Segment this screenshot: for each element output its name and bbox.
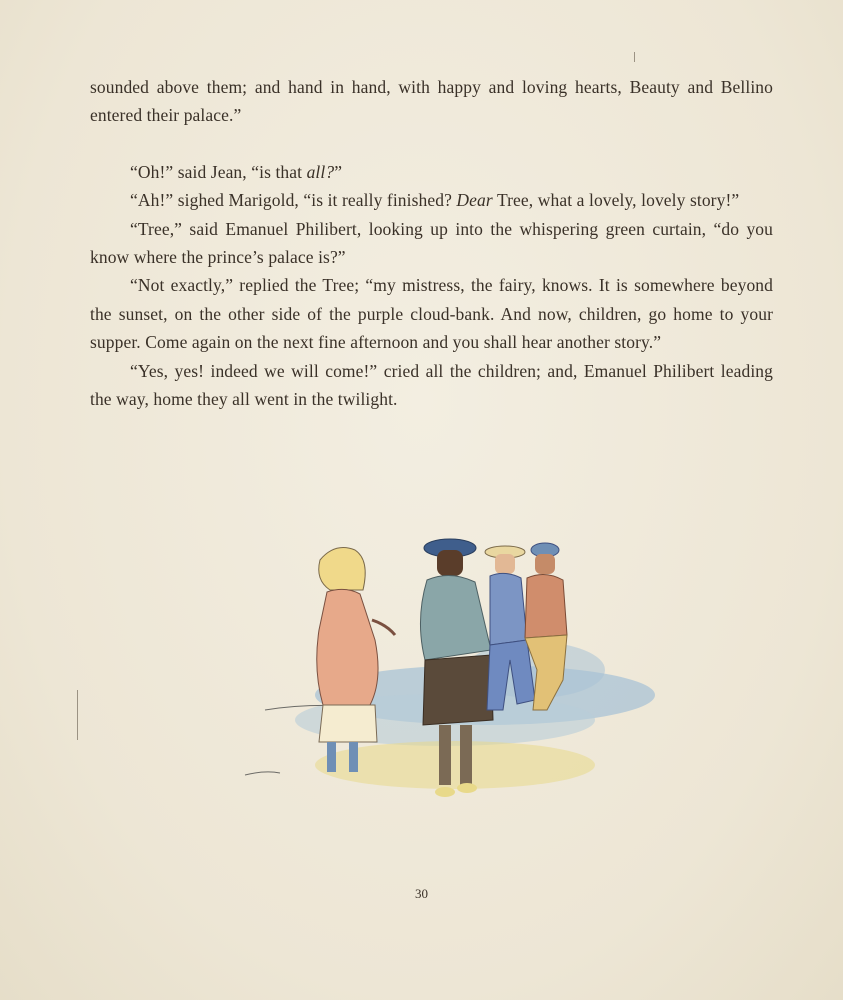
margin-pencil-mark (77, 690, 78, 740)
paragraph-4 (90, 215, 778, 272)
paragraph-3 (90, 186, 773, 214)
paragraph-2-text-b: ” (334, 161, 343, 182)
margin-tick-mark (634, 52, 635, 62)
paragraph-5 (90, 271, 778, 356)
page-number: 30 (415, 886, 428, 901)
paragraph-2-text-a: “Oh!” said Jean, “is that (130, 161, 307, 182)
paragraph-2 (90, 158, 773, 186)
children-walking-home-illustration (235, 520, 665, 820)
ground-line-sketch (245, 772, 280, 775)
paragraph-6-text: “Yes, yes! indeed we will come!” cried all the children; and, Emanuel Philibert leading the way, home they all went in the twilight. (90, 360, 778, 410)
paragraph-1-text: sounded above them; and hand in hand, with happy and loving hearts, Beauty and Bellino entered their palace.” (90, 77, 778, 126)
story-text (90, 73, 778, 413)
paragraph-2-emphasis: all? (306, 161, 335, 182)
paragraph-3-emphasis: Dear (456, 190, 493, 211)
paragraph-3-text-a: “Ah!” sighed Marigold, “is it really finished? (130, 190, 457, 211)
paragraph-4-text: “Tree,” said Emanuel Philibert, looking up into the whispering green curtain, “do you know where the prince’s palace is?” (90, 218, 778, 268)
paragraph-3-text-b: Tree, what a lovely, lovely story!” (492, 190, 740, 211)
paragraph-1 (90, 73, 778, 130)
paragraph-5-text: “Not exactly,” replied the Tree; “my mistress, the fairy, knows. It is somewhere beyond the sunset, on the other side of the purple cloud-bank. And now, children, go home to your supper. Come again on the next fine afternoon and you shall hear another story.” (90, 275, 778, 353)
paragraph-6 (90, 357, 778, 414)
